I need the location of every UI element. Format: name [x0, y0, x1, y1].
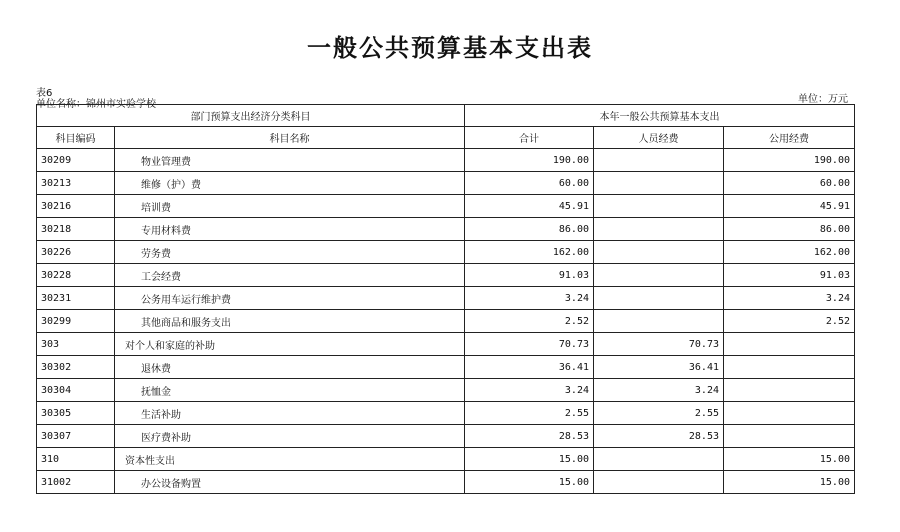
table-row [37, 448, 855, 471]
row-total: 70.73 [465, 333, 594, 356]
table-row [37, 264, 855, 287]
row-personnel [594, 241, 724, 264]
table-row [37, 471, 855, 494]
row-code: 30305 [37, 402, 115, 425]
table-number: 表6 [36, 88, 53, 99]
row-code: 30228 [37, 264, 115, 287]
table-row [37, 402, 855, 425]
row-personnel [594, 448, 724, 471]
row-public: 86.00 [724, 218, 855, 241]
row-code: 30307 [37, 425, 115, 448]
table-row [37, 425, 855, 448]
row-public [724, 402, 855, 425]
row-personnel [594, 195, 724, 218]
row-personnel: 2.55 [594, 402, 724, 425]
row-code: 31002 [37, 471, 115, 494]
row-code: 30302 [37, 356, 115, 379]
row-name: 资本性支出 [115, 448, 465, 471]
row-total: 3.24 [465, 379, 594, 402]
row-public: 60.00 [724, 172, 855, 195]
table-row [37, 149, 855, 172]
row-personnel: 28.53 [594, 425, 724, 448]
row-total: 190.00 [465, 149, 594, 172]
unit-currency: 单位：万元 [798, 94, 848, 105]
row-public: 15.00 [724, 471, 855, 494]
row-public: 45.91 [724, 195, 855, 218]
row-name: 医疗费补助 [115, 425, 465, 448]
row-total: 2.52 [465, 310, 594, 333]
row-total: 86.00 [465, 218, 594, 241]
row-code: 30209 [37, 149, 115, 172]
table-row [37, 356, 855, 379]
column-header-row [37, 127, 855, 149]
header-basic-expenditure: 本年一般公共预算基本支出 [465, 105, 855, 127]
row-name: 专用材料费 [115, 218, 465, 241]
row-public [724, 356, 855, 379]
budget-table [36, 104, 855, 494]
table-row [37, 379, 855, 402]
row-name: 退休费 [115, 356, 465, 379]
table-row [37, 310, 855, 333]
row-name: 劳务费 [115, 241, 465, 264]
row-total: 60.00 [465, 172, 594, 195]
row-name: 生活补助 [115, 402, 465, 425]
row-personnel [594, 149, 724, 172]
group-header-row [37, 105, 855, 127]
table-row [37, 241, 855, 264]
row-code: 30216 [37, 195, 115, 218]
row-code: 30299 [37, 310, 115, 333]
row-name: 其他商品和服务支出 [115, 310, 465, 333]
row-public: 91.03 [724, 264, 855, 287]
row-name: 培训费 [115, 195, 465, 218]
row-total: 36.41 [465, 356, 594, 379]
unit-name: 单位名称：锦州市实验学校 [36, 99, 156, 110]
row-personnel [594, 264, 724, 287]
row-code: 30213 [37, 172, 115, 195]
row-name: 物业管理费 [115, 149, 465, 172]
page-title: 一般公共预算基本支出表 [307, 33, 593, 62]
row-total: 28.53 [465, 425, 594, 448]
table-row [37, 218, 855, 241]
row-personnel: 3.24 [594, 379, 724, 402]
row-personnel: 70.73 [594, 333, 724, 356]
row-total: 162.00 [465, 241, 594, 264]
row-code: 310 [37, 448, 115, 471]
row-name: 公务用车运行维护费 [115, 287, 465, 310]
row-total: 45.91 [465, 195, 594, 218]
header-economic-category: 部门预算支出经济分类科目 [37, 105, 465, 127]
row-public [724, 333, 855, 356]
row-name: 对个人和家庭的补助 [115, 333, 465, 356]
row-name: 抚恤金 [115, 379, 465, 402]
row-personnel: 36.41 [594, 356, 724, 379]
row-code: 303 [37, 333, 115, 356]
header-total: 合计 [465, 127, 594, 149]
header-personnel: 人员经费 [594, 127, 724, 149]
row-public [724, 379, 855, 402]
row-total: 3.24 [465, 287, 594, 310]
table-row [37, 333, 855, 356]
row-personnel [594, 172, 724, 195]
row-total: 15.00 [465, 448, 594, 471]
row-total: 2.55 [465, 402, 594, 425]
row-personnel [594, 218, 724, 241]
row-personnel [594, 310, 724, 333]
table-body [37, 149, 855, 494]
row-code: 30231 [37, 287, 115, 310]
header-public: 公用经费 [724, 127, 855, 149]
row-name: 维修（护）费 [115, 172, 465, 195]
row-name: 办公设备购置 [115, 471, 465, 494]
table-row [37, 287, 855, 310]
header-code: 科目编码 [37, 127, 115, 149]
row-public [724, 425, 855, 448]
row-code: 30304 [37, 379, 115, 402]
row-name: 工会经费 [115, 264, 465, 287]
row-total: 91.03 [465, 264, 594, 287]
row-public: 3.24 [724, 287, 855, 310]
row-personnel [594, 471, 724, 494]
row-code: 30226 [37, 241, 115, 264]
row-code: 30218 [37, 218, 115, 241]
row-public: 190.00 [724, 149, 855, 172]
table-row [37, 172, 855, 195]
row-personnel [594, 287, 724, 310]
row-total: 15.00 [465, 471, 594, 494]
header-name: 科目名称 [115, 127, 465, 149]
row-public: 2.52 [724, 310, 855, 333]
row-public: 15.00 [724, 448, 855, 471]
table-row [37, 195, 855, 218]
row-public: 162.00 [724, 241, 855, 264]
